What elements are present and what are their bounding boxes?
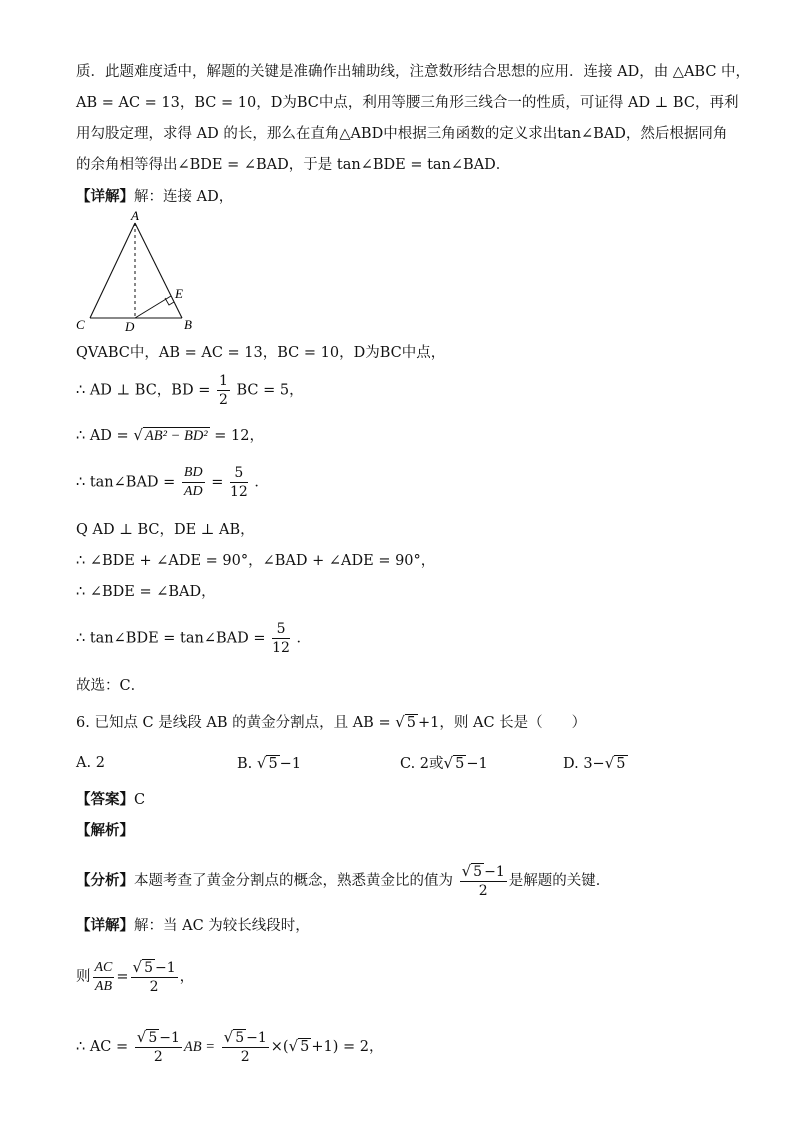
denominator: 2	[240, 1049, 250, 1065]
step-4-text: ∴ tan∠BAD =	[76, 474, 176, 491]
equals: =	[116, 969, 129, 985]
sqrt-icon: √	[604, 754, 615, 772]
step-4-tail: ．	[254, 474, 269, 491]
label-B: B	[184, 317, 192, 332]
step-8-tail: ．	[296, 630, 312, 647]
radicand: 5	[144, 960, 154, 976]
ratio-line	[76, 958, 194, 996]
numerator: 5	[230, 464, 248, 483]
ratio-prefix: 则	[76, 969, 91, 985]
step-1: QVABC中，AB = AC = 13，BC = 10，D为BC中点，	[76, 345, 446, 361]
sqrt-icon: √	[133, 426, 143, 444]
radicand: 5	[148, 1030, 158, 1046]
question-6	[76, 712, 586, 733]
sqrt-icon: √	[223, 1028, 234, 1046]
option-tail: −1	[466, 756, 488, 772]
fenxi-text: 本题考查了黄金分割点的概念，熟悉黄金比的值为	[134, 873, 453, 889]
sqrt-icon: √	[256, 754, 267, 772]
option-label: B.	[237, 756, 253, 772]
denominator: 2	[478, 883, 488, 899]
ratio-tail: ，	[179, 969, 195, 985]
option-d	[563, 753, 628, 774]
label-A: A	[131, 210, 139, 223]
sqrt-icon: √	[461, 862, 472, 880]
compute-middle: AB =	[183, 1039, 216, 1055]
denominator: AB	[94, 978, 112, 994]
option-label: C. 2或	[400, 756, 444, 772]
detail-tag: 【详解】	[76, 188, 134, 205]
denominator: 2	[218, 392, 228, 408]
fenxi-line	[76, 862, 610, 900]
radicand: 5	[268, 756, 278, 772]
numerator-tail: −1	[155, 960, 176, 976]
label-E: E	[175, 286, 183, 301]
numerator-tail: −1	[484, 864, 505, 880]
fenxi-tail: 是解题的关键．	[508, 873, 611, 889]
golden-ratio-fraction	[131, 958, 178, 996]
fraction-bd-ad	[182, 464, 205, 501]
denominator: 12	[272, 640, 290, 656]
times-paren: ×(	[270, 1039, 289, 1055]
compute-tail: +1) = 2，	[311, 1039, 384, 1055]
sqrt-icon: √	[443, 754, 454, 772]
fraction-half	[217, 372, 230, 409]
answer-tag: 【答案】	[76, 791, 134, 808]
golden-ratio-fraction	[135, 1028, 182, 1066]
step-8-text: ∴ tan∠BDE = tan∠BAD =	[76, 630, 266, 647]
detail-text: 解：连接 AD，	[134, 189, 234, 205]
radicand: 5	[300, 1039, 310, 1055]
radicand: 5	[473, 864, 483, 880]
intro-line-2: AB = AC = 13，BC = 10，D为BC中点，利用等腰三角形三线合一的性质，可证得 AD ⊥ BC，再利	[76, 95, 739, 111]
sqrt-icon: √	[395, 713, 405, 731]
intro-line-1: 质．此题难度适中，解题的关键是准确作出辅助线，注意数形结合思想的应用．连接 AD，由 △ABC 中，	[76, 64, 751, 80]
option-b	[237, 753, 301, 774]
compute-prefix: ∴ AC =	[76, 1039, 129, 1055]
option-tail: −1	[279, 756, 302, 772]
analysis-tag: 【解析】	[76, 822, 134, 839]
intro-line-4: 的余角相等得出∠BDE = ∠BAD，于是 tan∠BDE = tan∠BAD．	[76, 157, 511, 173]
option-label: D.	[563, 756, 579, 772]
step-2-text: ∴ AD ⊥ BC，BD =	[76, 382, 211, 399]
detail-text: 解：当 AC 为较长线段时，	[134, 918, 310, 934]
step-2-tail: BC = 5，	[236, 382, 304, 399]
step-3-text: ∴ AD =	[76, 428, 129, 444]
step-5: Q AD ⊥ BC，DE ⊥ AB，	[76, 522, 255, 538]
fraction-5-12	[272, 620, 290, 657]
sqrt-icon: √	[136, 1028, 147, 1046]
radicand: 5	[235, 1030, 245, 1046]
numerator: AC	[93, 959, 115, 978]
sqrt-icon: √	[288, 1037, 299, 1055]
step-3-tail: = 12，	[214, 428, 264, 444]
fenxi-tag: 【分析】	[76, 872, 134, 889]
question-tail: +1，则 AC 长是（ ）	[418, 715, 587, 731]
denominator: AD	[183, 484, 203, 499]
option-c	[400, 753, 488, 774]
fraction-ac-ab	[93, 959, 115, 996]
detail-heading-2	[76, 916, 310, 936]
denominator: 2	[153, 1049, 163, 1065]
radicand: 5	[616, 756, 626, 772]
triangle-figure	[70, 210, 210, 335]
sqrt-icon: √	[132, 958, 143, 976]
question-text: 6. 已知点 C 是线段 AB 的黄金分割点，且 AB =	[76, 715, 391, 731]
numerator: 5	[272, 620, 290, 639]
radicand: AB² − BD²	[144, 428, 208, 444]
golden-ratio-fraction	[460, 862, 507, 900]
conclusion: 故选：C．	[76, 678, 146, 694]
answer-value: C	[134, 792, 146, 808]
denominator: 2	[149, 979, 159, 995]
compute-line	[76, 1028, 384, 1066]
numerator: BD	[182, 464, 205, 483]
equals: =	[211, 474, 224, 491]
detail-heading-1	[76, 187, 233, 207]
step-8	[76, 620, 311, 657]
denominator: 12	[229, 484, 248, 500]
answer	[76, 790, 145, 810]
fraction-5-12	[230, 464, 248, 501]
numerator-tail: −1	[246, 1030, 267, 1046]
step-2	[76, 372, 304, 409]
step-4	[76, 464, 269, 501]
step-6: ∴ ∠BDE + ∠ADE = 90°，∠BAD + ∠ADE = 90°，	[76, 553, 436, 569]
option-a: A. 2	[76, 755, 105, 771]
radicand: 5	[455, 756, 465, 772]
golden-ratio-fraction	[222, 1028, 269, 1066]
radicand: 5	[406, 715, 417, 731]
step-7: ∴ ∠BDE = ∠BAD，	[76, 584, 216, 600]
intro-line-3: 用勾股定理，求得 AD 的长，那么在直角△ABD中根据三角函数的定义求出tan∠BAD，然后根据同角	[76, 126, 728, 142]
step-3	[76, 425, 264, 446]
numerator-tail: −1	[159, 1030, 180, 1046]
label-C: C	[76, 317, 85, 332]
detail-tag: 【详解】	[76, 917, 134, 934]
numerator: 1	[218, 373, 228, 389]
label-D: D	[125, 319, 135, 334]
option-prefix: 3−	[583, 756, 605, 772]
